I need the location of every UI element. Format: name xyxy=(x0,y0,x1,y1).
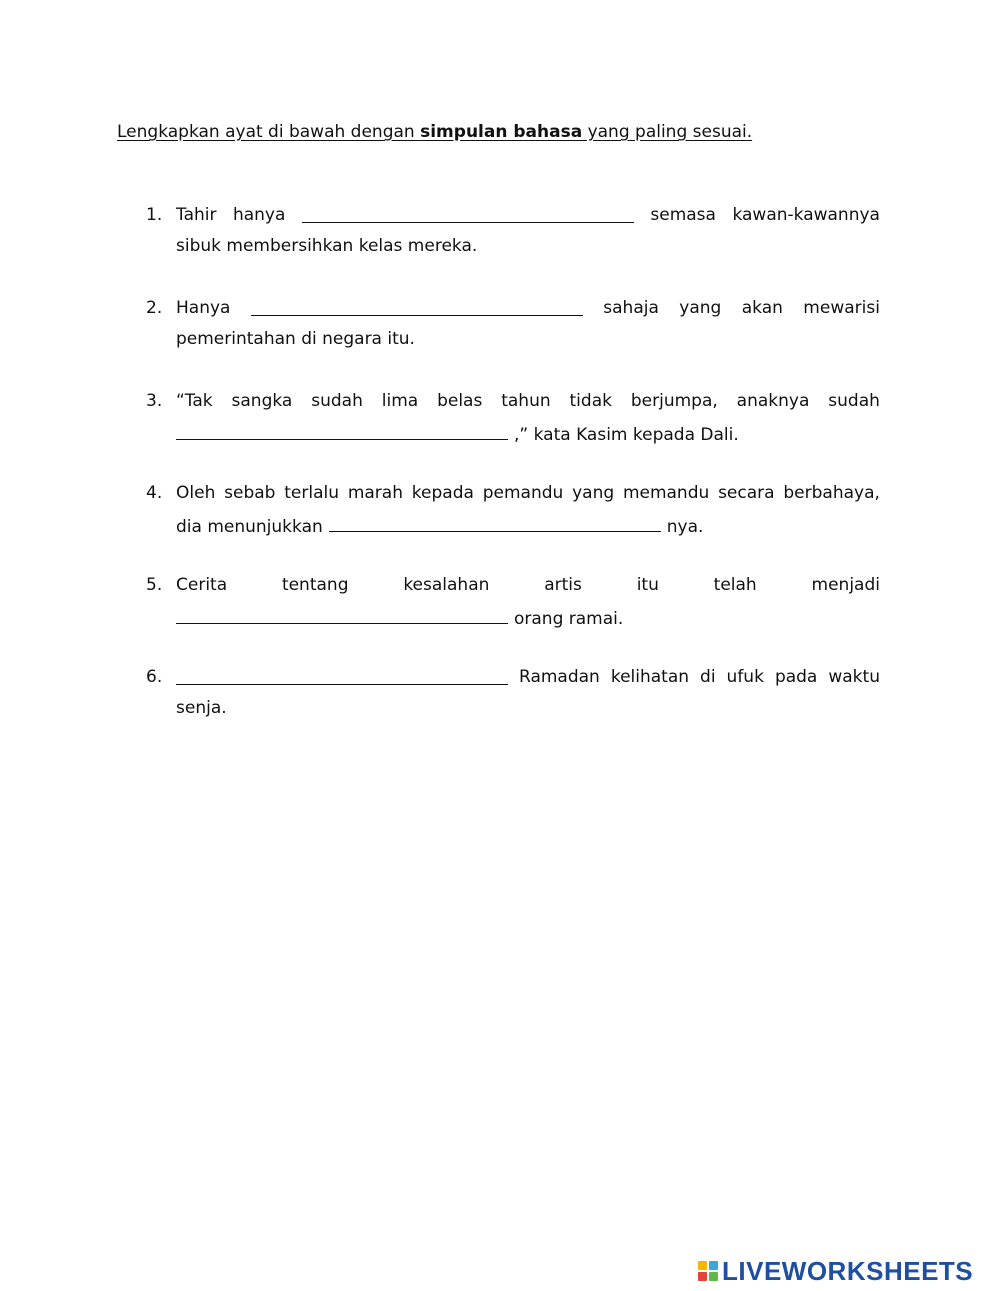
question-item xyxy=(146,200,880,262)
question-number: 1. xyxy=(146,205,163,225)
question-line-1 xyxy=(176,200,880,231)
instruction-before: Lengkapkan ayat di bawah dengan xyxy=(117,122,421,142)
question-word: kawan-kawannya xyxy=(732,205,880,225)
question-line-2 xyxy=(176,601,880,632)
question-word: belas xyxy=(437,391,483,411)
question-word: sahaja xyxy=(603,298,659,318)
logo-text: LIVEWORKSHEETS xyxy=(722,1255,974,1286)
question-line-1 xyxy=(176,293,880,324)
question-word: mewarisi xyxy=(803,298,880,318)
question-line-2 xyxy=(176,509,880,540)
question-word: Cerita xyxy=(176,575,228,595)
instruction-text xyxy=(117,120,752,144)
question-word: kelihatan xyxy=(610,667,690,687)
question-text: pemerintahan di negara itu. xyxy=(176,329,415,349)
question-number: 5. xyxy=(146,575,163,595)
question-word: ufuk xyxy=(726,667,764,687)
question-item xyxy=(146,662,880,724)
answer-blank-1[interactable] xyxy=(302,200,634,223)
question-word: sudah xyxy=(311,391,363,411)
question-word: semasa xyxy=(650,205,716,225)
question-word: kesalahan xyxy=(403,575,490,595)
question-word: sebab xyxy=(224,483,276,503)
question-line-2 xyxy=(176,417,880,448)
question-word: yang xyxy=(572,483,615,503)
logo-block xyxy=(709,1261,718,1270)
question-line-2 xyxy=(176,231,880,262)
question-word: Tahir xyxy=(176,205,217,225)
question-word: tahun xyxy=(501,391,551,411)
question-word: berbahaya, xyxy=(783,483,880,503)
question-word: terlalu xyxy=(284,483,340,503)
answer-blank-3[interactable] xyxy=(176,417,508,440)
logo-block xyxy=(698,1261,707,1270)
logo-blocks-icon xyxy=(698,1261,718,1281)
liveworksheets-logo xyxy=(698,1255,973,1287)
question-word: waktu xyxy=(828,667,880,687)
question-word: anaknya xyxy=(736,391,810,411)
instruction-after: yang paling sesuai. xyxy=(582,122,753,142)
question-item xyxy=(146,570,880,632)
question-line-1 xyxy=(176,570,880,601)
question-word: itu xyxy=(636,575,659,595)
question-word: di xyxy=(700,667,716,687)
question-word: pada xyxy=(774,667,818,687)
question-word: Oleh xyxy=(176,483,216,503)
question-word: Hanya xyxy=(176,298,231,318)
question-line-1 xyxy=(176,662,880,693)
question-word: menjadi xyxy=(811,575,880,595)
question-item xyxy=(146,293,880,355)
question-word: tidak xyxy=(569,391,612,411)
question-word: memandu xyxy=(622,483,710,503)
question-word: yang xyxy=(679,298,722,318)
question-word: sangka xyxy=(231,391,293,411)
question-word: pemandu xyxy=(482,483,564,503)
question-text: senja. xyxy=(176,698,227,718)
question-item xyxy=(146,478,880,540)
question-word: “Tak xyxy=(176,391,213,411)
question-line-2 xyxy=(176,324,880,355)
question-text: sibuk membersihkan kelas mereka. xyxy=(176,236,478,256)
question-word: hanya xyxy=(232,205,286,225)
question-word: kepada xyxy=(411,483,474,503)
answer-blank-6[interactable] xyxy=(176,662,508,685)
question-number: 6. xyxy=(146,667,163,687)
question-word: telah xyxy=(713,575,757,595)
question-text: orang ramai. xyxy=(514,609,624,629)
question-word: akan xyxy=(741,298,783,318)
question-word: berjumpa, xyxy=(630,391,718,411)
question-line-2 xyxy=(176,693,880,724)
logo-block xyxy=(709,1272,718,1281)
question-number: 3. xyxy=(146,391,163,411)
question-word: sudah xyxy=(828,391,880,411)
question-word: secara xyxy=(718,483,775,503)
question-word: marah xyxy=(347,483,403,503)
answer-blank-5[interactable] xyxy=(176,601,508,624)
question-line-1 xyxy=(176,478,880,509)
question-text: dia menunjukkan xyxy=(176,517,323,537)
question-word: Ramadan xyxy=(519,667,600,687)
question-number: 4. xyxy=(146,483,163,503)
question-line-1 xyxy=(176,386,880,417)
question-text: ,” kata Kasim kepada Dali. xyxy=(514,425,739,445)
answer-blank-2[interactable] xyxy=(251,293,583,316)
question-number: 2. xyxy=(146,298,163,318)
question-word: tentang xyxy=(281,575,349,595)
question-item xyxy=(146,386,880,448)
question-word: lima xyxy=(381,391,419,411)
question-word: artis xyxy=(544,575,582,595)
logo-block xyxy=(698,1272,707,1281)
question-text: nya. xyxy=(666,517,704,537)
answer-blank-4[interactable] xyxy=(329,509,661,532)
instruction-bold: simpulan bahasa xyxy=(420,122,583,142)
